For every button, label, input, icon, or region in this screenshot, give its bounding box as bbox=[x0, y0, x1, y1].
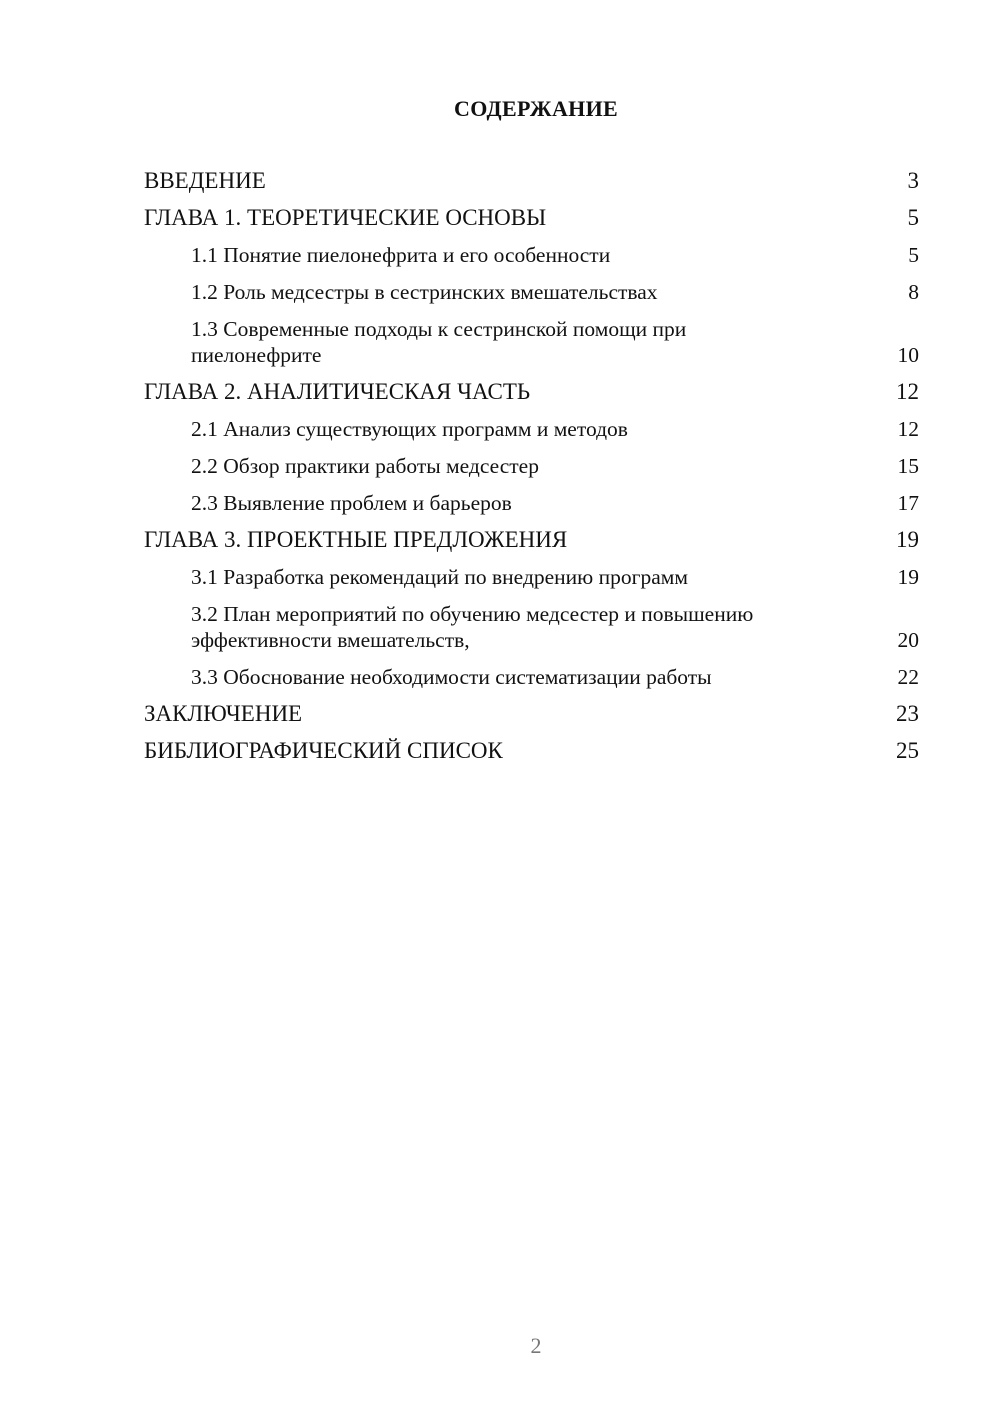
toc-entry-label: ВВЕДЕНИЕ bbox=[144, 168, 266, 193]
toc-entry-label: 2.1 Анализ существующих программ и методов bbox=[191, 417, 628, 441]
toc-entry-page: 23 bbox=[896, 701, 919, 726]
toc-entry-label: 1.2 Роль медсестры в сестринских вмешательствах bbox=[191, 280, 658, 304]
toc-entry-label: 3.3 Обоснование необходимости систематизации работы bbox=[191, 665, 712, 689]
toc-entry[interactable] bbox=[144, 379, 919, 405]
toc-entry-label: 2.3 Выявление проблем и барьеров bbox=[191, 491, 512, 515]
toc-entry-page: 20 bbox=[897, 628, 919, 652]
toc-entry-page: 12 bbox=[896, 379, 919, 404]
toc-entry[interactable] bbox=[144, 279, 919, 305]
toc-entry[interactable] bbox=[144, 664, 919, 690]
toc-entry-label: ГЛАВА 2. АНАЛИТИЧЕСКАЯ ЧАСТЬ bbox=[144, 379, 531, 404]
toc-entry-label: ГЛАВА 1. ТЕОРЕТИЧЕСКИЕ ОСНОВЫ bbox=[144, 205, 547, 230]
toc-entry-page: 12 bbox=[897, 417, 919, 441]
toc-entry[interactable] bbox=[144, 168, 919, 194]
toc-entry-label: 2.2 Обзор практики работы медсестер bbox=[191, 454, 539, 478]
toc-entry-label: ЗАКЛЮЧЕНИЕ bbox=[144, 701, 303, 726]
toc-entry[interactable] bbox=[144, 564, 919, 590]
toc-entry[interactable] bbox=[144, 205, 919, 231]
toc-entry-page: 10 bbox=[897, 343, 919, 367]
toc-entry-label: ГЛАВА 3. ПРОЕКТНЫЕ ПРЕДЛОЖЕНИЯ bbox=[144, 527, 568, 552]
toc-entry-page: 8 bbox=[908, 280, 919, 304]
toc-entry[interactable] bbox=[144, 527, 919, 553]
toc-entry[interactable] bbox=[144, 490, 919, 516]
toc-entry-page: 25 bbox=[896, 738, 919, 763]
toc-entry[interactable] bbox=[144, 453, 919, 479]
page-number: 2 bbox=[530, 1333, 542, 1358]
table-of-contents bbox=[144, 168, 919, 775]
toc-entry-label: 1.3 Современные подходы к сестринской помощи при пиелонефрите bbox=[191, 317, 687, 367]
toc-entry-page: 5 bbox=[908, 243, 919, 267]
toc-entry-page: 3 bbox=[907, 168, 919, 193]
toc-entry-label: 3.2 План мероприятий по обучению медсестер и повышению эффективности вмешательств, bbox=[191, 602, 754, 652]
toc-entry-label: 3.1 Разработка рекомендаций по внедрению программ bbox=[191, 565, 688, 589]
toc-entry[interactable] bbox=[144, 701, 919, 727]
toc-entry-label: БИБЛИОГРАФИЧЕСКИЙ СПИСОК bbox=[144, 738, 503, 763]
toc-entry-page: 17 bbox=[897, 491, 919, 515]
toc-entry-page: 15 bbox=[897, 454, 919, 478]
toc-entry-page: 5 bbox=[907, 205, 919, 230]
toc-title: СОДЕРЖАНИЕ bbox=[454, 96, 618, 121]
toc-entry-page: 19 bbox=[896, 527, 919, 552]
toc-entry-page: 22 bbox=[897, 665, 919, 689]
toc-entry[interactable] bbox=[144, 242, 919, 268]
toc-entry[interactable] bbox=[144, 738, 919, 764]
toc-entry[interactable] bbox=[144, 416, 919, 442]
toc-entry[interactable] bbox=[144, 316, 919, 368]
toc-entry[interactable] bbox=[144, 601, 919, 653]
toc-entry-label: 1.1 Понятие пиелонефрита и его особенности bbox=[191, 243, 611, 267]
toc-entry-page: 19 bbox=[897, 565, 919, 589]
